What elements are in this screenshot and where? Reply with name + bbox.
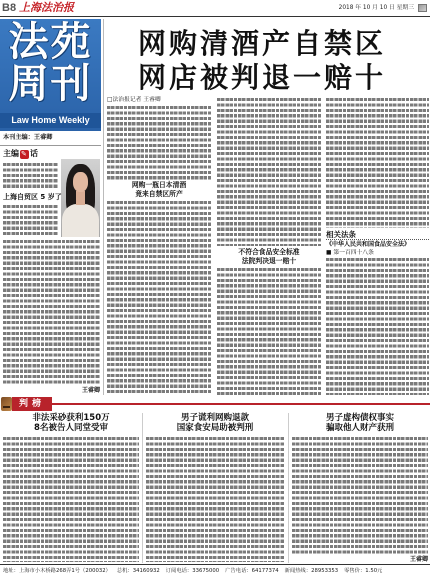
footer-advertising: 广告电话：64177374 xyxy=(225,568,279,574)
issue-date: 2018 年 10 月 10 日 星期三 xyxy=(338,5,414,11)
page-number: B8 xyxy=(2,2,17,14)
footer-address: 地址：上海市小木桥路268弄1号（200032） xyxy=(3,568,111,574)
editor-column-text-1 xyxy=(3,163,58,190)
photo-face xyxy=(73,172,88,192)
weekly-nameplate xyxy=(0,19,101,131)
footer-subscription: 订阅电话：33675000 xyxy=(165,568,220,574)
quill-icon xyxy=(20,150,29,159)
story-2-text xyxy=(146,437,284,562)
story-2-headline-line1: 男子谎利网购退款 xyxy=(180,413,249,423)
article-byline: □法治报记者 王睿卿 xyxy=(107,97,161,103)
footer-switchboard: 总机：34160932 xyxy=(116,568,160,574)
photo-neck xyxy=(76,191,85,205)
related-law-text xyxy=(326,258,429,395)
subhead-1-line2: 竟来自禁区所产 xyxy=(135,189,183,198)
editor-column-suffix: 话 xyxy=(30,149,38,158)
editor-column-signature: 王睿卿 xyxy=(81,387,100,394)
article-col2-text-1 xyxy=(217,98,321,246)
editor-column-text-3 xyxy=(3,240,100,386)
story-3-headline-line2: 骗取他人财产获刑 xyxy=(325,423,394,433)
story-3-text xyxy=(292,437,428,555)
main-headline-line2: 网店被判退一赔十 xyxy=(138,61,387,94)
story-3-headline-line1: 男子虚构债权事实 xyxy=(325,413,394,423)
main-headline-line1: 网购清酒产自禁区 xyxy=(138,27,387,60)
related-law-name: 《中华人民共和国食品安全法》 xyxy=(326,241,411,248)
subhead-1-line1: 网购一瓶日本清酒 xyxy=(131,181,187,189)
story-3-signature: 王睿卿 xyxy=(409,556,428,563)
footer-news-hotline: 新闻热线：28953353 xyxy=(284,568,339,574)
photo-body xyxy=(62,204,99,237)
editor-column-prefix: 主编 xyxy=(3,149,19,158)
editor-photo xyxy=(61,159,100,237)
article-col3-text-1 xyxy=(326,98,429,228)
verdict-section-rule xyxy=(52,403,430,405)
footer xyxy=(3,566,427,576)
editor-column-header xyxy=(3,149,38,159)
left-column-rule xyxy=(0,145,101,146)
verdict-story-2 xyxy=(146,413,284,563)
story-divider-2 xyxy=(288,413,289,563)
weekly-title-line1: 法苑 xyxy=(8,19,93,65)
story-divider-1 xyxy=(142,413,143,563)
article-col1-text-2 xyxy=(107,201,211,395)
story-1-text xyxy=(3,437,139,562)
related-law-heading: 相关法条 xyxy=(326,230,429,240)
article-col1-text-1 xyxy=(107,106,211,180)
gavel-icon xyxy=(1,397,12,411)
footer-rule xyxy=(0,564,430,565)
related-law-article: ■ 第一百四十八条 xyxy=(326,250,374,256)
weekly-title-line2: 周刊 xyxy=(8,61,93,107)
newspaper-logo-icon xyxy=(418,4,427,12)
verdict-story-1 xyxy=(3,413,139,563)
subhead-2-line1: 不符合食品安全标准 xyxy=(238,248,300,256)
verdict-section-title: 判榜 xyxy=(12,397,52,411)
editor-column-title: 上海自贸区 5 岁了 xyxy=(3,193,62,201)
story-1-headline-line2: 8名被告人同堂受审 xyxy=(34,423,108,433)
editor-column-text-2 xyxy=(3,205,58,237)
article-col2-text-2 xyxy=(217,268,321,395)
weekly-english-title: Law Home Weekly xyxy=(0,113,101,128)
verdict-story-3 xyxy=(292,413,428,563)
subhead-2-line2: 法院判决退一赔十 xyxy=(241,256,297,265)
footer-price: 零售价：1.50元 xyxy=(344,568,383,574)
paper-name: 上海法治报 xyxy=(19,1,74,14)
masthead xyxy=(0,0,430,17)
article-subhead-2 xyxy=(217,248,321,265)
story-1-headline-line1: 非法采砂获利150万 xyxy=(32,413,110,423)
weekly-editor: 本刊主编：王睿卿 xyxy=(3,134,53,141)
story-2-headline-line2: 国家食安局助被判刑 xyxy=(176,423,254,433)
article-subhead-1 xyxy=(107,181,211,198)
column-divider xyxy=(103,19,104,395)
